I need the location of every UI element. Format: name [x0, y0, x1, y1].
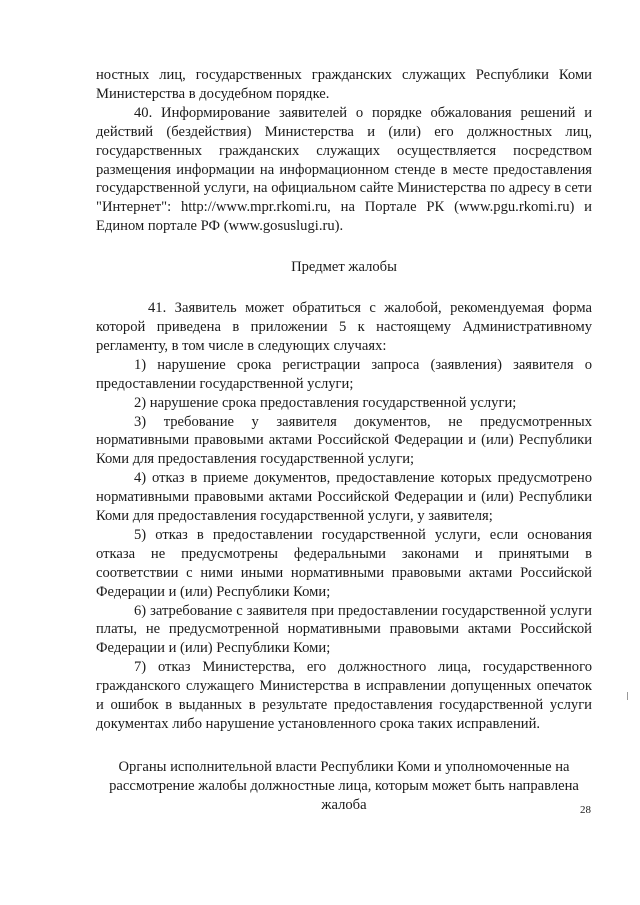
document-page — [96, 66, 592, 815]
list-item: 7) отказ Министерства, его должностного лица, государственного гражданского служащего Министерства в исправлении допущенных опечаток и ошибок в выданных в результате предоставления государственной услуги документах либо нарушение установленного срока таких исправлений. — [96, 659, 592, 732]
scan-artifact — [627, 692, 628, 700]
heading-line: Органы исполнительной власти Республики Коми и уполномоченные на — [118, 758, 570, 775]
continuation-paragraph: ностных лиц, государственных гражданских служащих Республики Коми Министерства в досудебном порядке. — [96, 67, 592, 102]
complaint-cases-list — [96, 356, 592, 734]
section-heading-bodies — [96, 758, 592, 815]
paragraph-40: 40. Информирование заявителей о порядке обжалования решений и действий (бездействия) Министерства и (или) его должностных лиц, государственных гражданских служащих осуществляется посредством размещения информации на информационном стенде в месте предоставления государственной услуги, на официальном сайте Министерства по адресу в сети "Интернет": http://www.mpr.rkomi.ru, на Портале РК (www.pgu.rkomi.ru) и Едином портале РФ (www.gosuslugi.ru). — [96, 104, 592, 235]
list-item: 6) затребование с заявителя при предоставлении государственной услуги платы, не предусмотренной нормативными правовыми актами Российской Федерации и (или) Республики Коми; — [96, 602, 592, 657]
section-heading-subject: Предмет жалобы — [291, 259, 397, 276]
list-item: 4) отказ в приеме документов, предоставление которых предусмотрено нормативными правовыми актами Российской Федерации и (или) Республики Коми для предоставления государственной услуги, у заявителя; — [96, 470, 592, 525]
page-number: 28 — [580, 804, 591, 816]
list-item: 2) нарушение срока предоставления государственной услуги; — [134, 394, 517, 411]
list-item: 1) нарушение срока регистрации запроса (заявления) заявителя о предоставлении государственной услуги; — [96, 356, 592, 392]
heading-line: жалоба — [321, 796, 367, 813]
heading-line: рассмотрение жалобы должностные лица, которым может быть направлена — [109, 777, 579, 794]
list-item: 3) требование у заявителя документов, не предусмотренных нормативными правовыми актами Российской Федерации и (или) Республики Коми для предоставления государственной услуги; — [96, 413, 592, 468]
paragraph-41: 41. Заявитель может обратиться с жалобой, рекомендуемая форма которой приведена в приложении 5 к настоящему Административному регламенту, в том числе в следующих случаях: — [96, 300, 592, 354]
list-item: 5) отказ в предоставлении государственной услуги, если основания отказа не предусмотрены федеральными законами и принятыми в соответствии с ними иными нормативными правовыми актами Российской Федерации и (или) Республики Коми; — [96, 526, 592, 600]
